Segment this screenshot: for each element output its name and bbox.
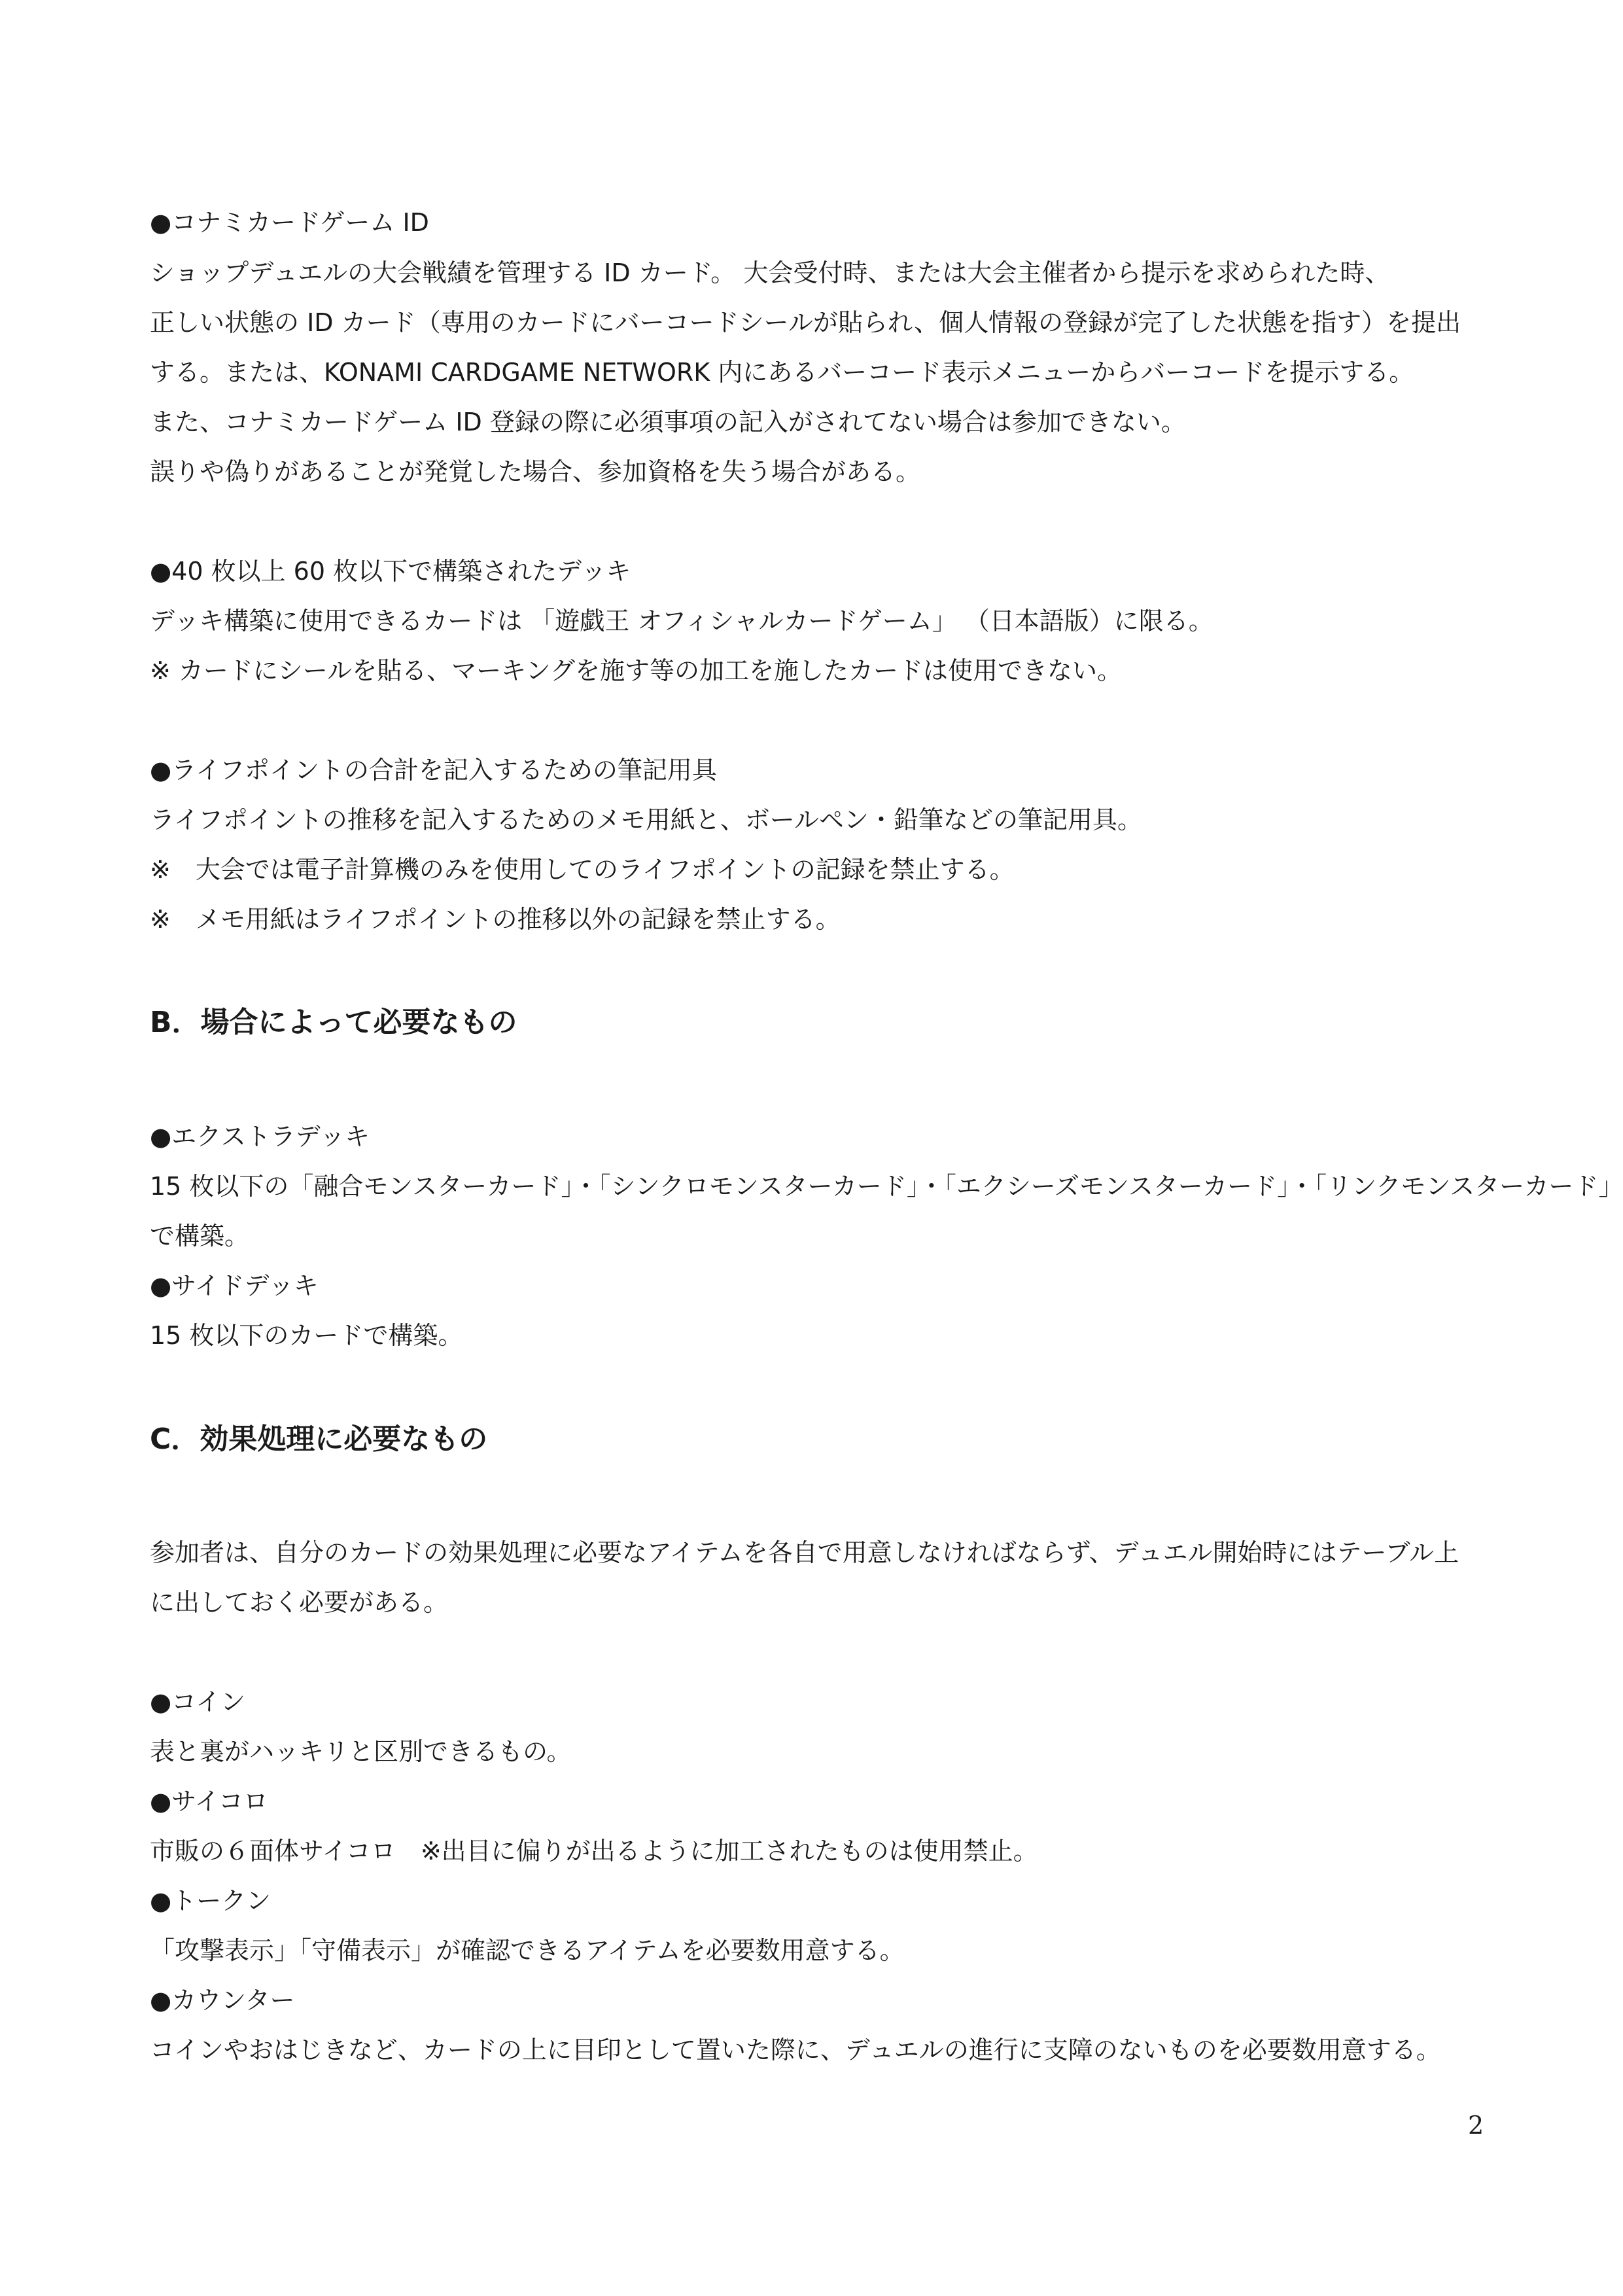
writing-tools-title: ●ライフポイントの合計を記入するための筆記用具 bbox=[150, 756, 717, 785]
id-card-line-2: 正しい状態の ID カード（専用のカードにバーコードシールが貼られ、個人情報の登録が完了した状態を指す）を提出 bbox=[150, 308, 1461, 337]
section-c-intro-line-2: に出しておく必要がある。 bbox=[150, 1588, 449, 1617]
id-card-line-1: ショップデュエルの大会戦績を管理する ID カード。 大会受付時、または大会主催者から提示を求められた時、 bbox=[150, 258, 1390, 287]
counter-line-1: コインやおはじきなど、カードの上に目印として置いた際に、デュエルの進行に支障のないものを必要数用意する。 bbox=[150, 2036, 1441, 2064]
deck-title: ●40 枚以上 60 枚以下で構築されたデッキ bbox=[150, 557, 631, 586]
deck-line-2: ※ カードにシールを貼る、マーキングを施す等の加工を施したカードは使用できない。 bbox=[150, 656, 1123, 685]
id-card-line-3: する。または、KONAMI CARDGAME NETWORK 内にあるバーコード表示メニューからバーコードを提示する。 bbox=[150, 358, 1414, 387]
extra-deck-title: ●エクストラデッキ bbox=[150, 1122, 370, 1151]
writing-tools-line-2: ※ 大会では電子計算機のみを使用してのライフポイントの記録を禁止する。 bbox=[150, 855, 1015, 884]
extra-deck-line-1: 15 枚以下の「融合モンスターカード」・「シンクロモンスターカード」・「エクシーズモンスターカード」・「リンクモンスターカード」 bbox=[150, 1172, 1623, 1201]
id-card-title: ●コナミカードゲーム ID bbox=[150, 208, 429, 237]
side-deck-title: ●サイドデッキ bbox=[150, 1271, 319, 1300]
token-line-1: 「攻撃表示」「守備表示」が確認できるアイテムを必要数用意する。 bbox=[150, 1936, 905, 1965]
dice-line-1: 市販の６面体サイコロ ※出目に偏りが出るように加工されたものは使用禁止。 bbox=[150, 1837, 1038, 1865]
token-title: ●トークン bbox=[150, 1886, 271, 1915]
coin-title: ●コイン bbox=[150, 1687, 246, 1716]
id-card-line-5: 誤りや偽りがあることが発覚した場合、参加資格を失う場合がある。 bbox=[150, 457, 921, 486]
page-number: 2 bbox=[1468, 2111, 1484, 2140]
extra-deck-line-2: で構築。 bbox=[150, 1222, 250, 1250]
dice-title: ●サイコロ bbox=[150, 1787, 268, 1816]
section-b-heading: B．場合によって必要なもの bbox=[150, 1006, 517, 1039]
section-c-heading: C．効果処理に必要なもの bbox=[150, 1422, 488, 1456]
writing-tools-line-3: ※ メモ用紙はライフポイントの推移以外の記録を禁止する。 bbox=[150, 905, 841, 934]
writing-tools-line-1: ライフポイントの推移を記入するためのメモ用紙と、ボールペン・鉛筆などの筆記用具。 bbox=[150, 805, 1142, 834]
id-card-line-4: また、コナミカードゲーム ID 登録の際に必須事項の記入がされてない場合は参加できない。 bbox=[150, 408, 1186, 436]
side-deck-line-1: 15 枚以下のカードで構築。 bbox=[150, 1321, 463, 1350]
deck-line-1: デッキ構築に使用できるカードは 「遊戯王 オフィシャルカードゲーム」 （日本語版）に限る。 bbox=[150, 607, 1213, 635]
coin-line-1: 表と裏がハッキリと区別できるもの。 bbox=[150, 1737, 572, 1766]
section-c-intro-line-1: 参加者は、自分のカードの効果処理に必要なアイテムを各自で用意しなければならず、デュエル開始時にはテーブル上 bbox=[150, 1538, 1459, 1567]
counter-title: ●カウンター bbox=[150, 1986, 295, 2015]
